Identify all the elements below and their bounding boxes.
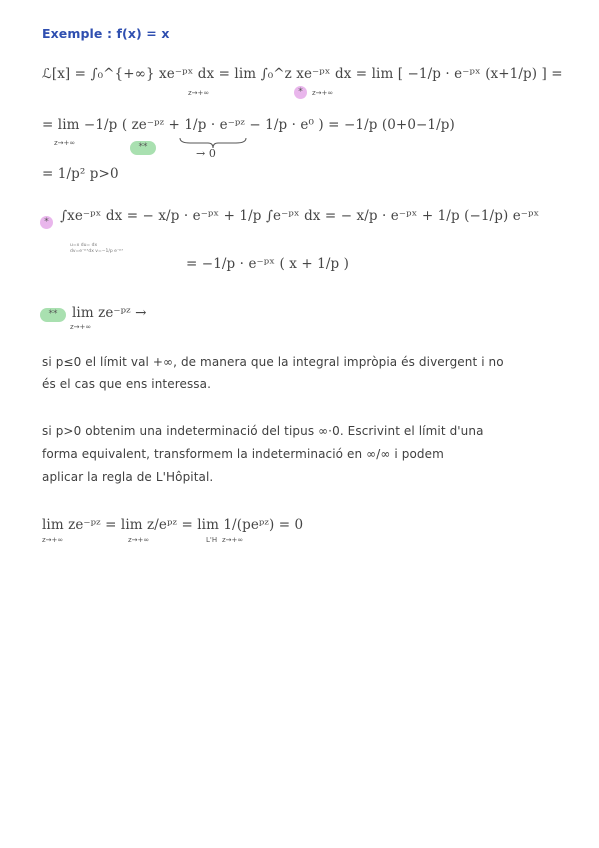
limit-subscript-6: z→+∞ (128, 536, 150, 544)
limit-subscript-2: z→+∞ (312, 89, 334, 97)
example-title: Exemple : f(x) = x (42, 26, 170, 41)
pink-star-marker: * (294, 86, 307, 99)
paragraph-indeterminate-line3: aplicar la regla de L'Hôpital. (42, 470, 214, 484)
limit-subscript-1: z→+∞ (188, 89, 210, 97)
lhopital-equation: lim ze⁻ᵖᶻ = lim z/eᵖᶻ = lim 1/(peᵖᶻ) = 0 (42, 517, 304, 533)
green-double-star-marker-2: ** (40, 308, 66, 322)
limit-subscript-3: z→+∞ (54, 139, 76, 147)
paragraph-divergent-line1: si p≤0 el límit val +∞, de manera que la integral impròpia és divergent i no (42, 355, 504, 369)
antiderivative-result: = −1/p · e⁻ᵖˣ ( x + 1/p ) (186, 256, 349, 272)
lhopital-marker: L'H (206, 536, 218, 544)
paragraph-indeterminate-line1: si p>0 obtenim una indeterminació del tipus ∞·0. Escrivint el límit d'una (42, 424, 484, 438)
pink-star-marker-2: * (40, 216, 53, 229)
paragraph-indeterminate-line2: forma equivalent, transformem la indeterminació en ∞/∞ i podem (42, 447, 444, 461)
limit-subscript-4: z→+∞ (70, 323, 92, 331)
laplace-definition-equation: ℒ[x] = ∫₀^{+∞} xe⁻ᵖˣ dx = lim ∫₀^z xe⁻ᵖˣ dx = lim [ −1/p · e⁻ᵖˣ (x+1/p) ] = (42, 66, 563, 82)
parts-note-u: u=x du= dx (70, 243, 98, 248)
limit-subproblem: lim ze⁻ᵖᶻ → (72, 305, 147, 321)
parts-note-dv: dv=e⁻ᵖˣdx v=−1/p e⁻ᵖˣ (70, 249, 124, 254)
limit-subscript-5: z→+∞ (42, 536, 64, 544)
underbrace-label: → 0 (196, 147, 217, 160)
limit-subscript-7: z→+∞ (222, 536, 244, 544)
paragraph-divergent-line2: és el cas que ens interessa. (42, 377, 212, 391)
green-double-star-marker: ** (130, 141, 156, 155)
result-equation: = 1/p² p>0 (42, 166, 119, 182)
limit-evaluation-equation: = lim −1/p ( ze⁻ᵖᶻ + 1/p · e⁻ᵖᶻ − 1/p · e⁰ ) = −1/p (0+0−1/p) (42, 117, 455, 133)
integration-by-parts-equation: ∫xe⁻ᵖˣ dx = − x/p · e⁻ᵖˣ + 1/p ∫e⁻ᵖˣ dx = − x/p · e⁻ᵖˣ + 1/p (−1/p) e⁻ᵖˣ (60, 208, 540, 224)
